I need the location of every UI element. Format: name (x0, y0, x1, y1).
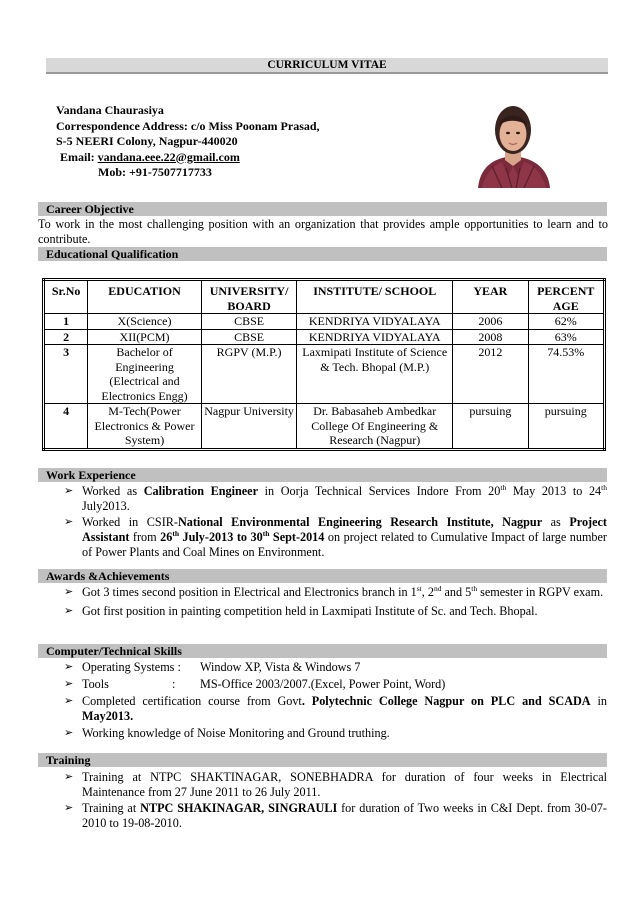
cell: 3 (44, 345, 88, 404)
arrow-bullet-icon: ➢ (64, 802, 74, 814)
cell: 62% (528, 314, 604, 330)
list-item: ➢ Tools : MS-Office 2003/2007.(Excel, Power Point, Word) (64, 677, 446, 691)
cell: Bachelor of Engineering (Electrical and Electronics Engg) (88, 345, 202, 404)
list-item: ➢ Got first position in painting competition held in Laxmipati Institute of Sc. and Tech. Bhopal. (64, 604, 538, 618)
col-education: EDUCATION (88, 280, 202, 314)
arrow-bullet-icon: ➢ (64, 661, 74, 673)
cell: 74.53% (528, 345, 604, 404)
table-row (44, 329, 605, 345)
cell: Nagpur University (201, 404, 297, 450)
cell: XII(PCM) (88, 329, 202, 345)
education-table (42, 278, 606, 451)
list-item: ➢ Got 3 times second position in Electrical and Electronics branch in 1st, 2nd and 5th semester in RGPV exam. (64, 583, 604, 599)
list-item: ➢ Working knowledge of Noise Monitoring and Ground truthing. (64, 726, 390, 740)
address-line-1: Correspondence Address: c/o Miss Poonam Prasad, (56, 118, 320, 133)
cell: M-Tech(Power Electronics & Power System) (88, 404, 202, 450)
page-title: CURRICULUM VITAE (46, 58, 608, 74)
col-percentage: PERCENT AGE (528, 280, 604, 314)
col-srno: Sr.No (44, 280, 88, 314)
cell: 2008 (453, 329, 528, 345)
email-link[interactable]: vandana.eee.22@gmail.com (97, 149, 240, 164)
cell: 2 (44, 329, 88, 345)
cell: KENDRIYA VIDYALAYA (297, 329, 453, 345)
email-line (56, 150, 320, 166)
section-skills: Computer/Technical Skills (38, 644, 607, 658)
cell: KENDRIYA VIDYALAYA (297, 314, 453, 330)
cell: pursuing (453, 404, 528, 450)
section-education: Educational Qualification (38, 247, 607, 261)
skills-list (54, 660, 607, 741)
section-work-experience: Work Experience (38, 468, 607, 482)
cell: 2012 (453, 345, 528, 404)
email-label: Email: (60, 149, 98, 164)
cell: 1 (44, 314, 88, 330)
arrow-bullet-icon: ➢ (64, 771, 74, 783)
cell: X(Science) (88, 314, 202, 330)
awards-list (54, 585, 607, 619)
list-item: ➢ Worked as Calibration Engineer in Oorja Technical Services Indore From 20th May 2013 to 24th July2013. (64, 482, 607, 513)
col-university: UNIVERSITY/ BOARD (201, 280, 297, 314)
list-item: ➢ Completed certification course from Govt. Polytechnic College Nagpur on PLC and SCADA in May2013. (64, 694, 607, 723)
section-training: Training (38, 753, 607, 767)
arrow-bullet-icon: ➢ (64, 485, 74, 497)
list-item: ➢ Training at NTPC SHAKINAGAR, SINGRAULI for duration of Two weeks in C&I Dept. from 30-07-2010 to 19-08-2010. (64, 801, 607, 830)
table-row (44, 345, 605, 404)
section-career-objective: Career Objective (38, 202, 607, 216)
training-list (54, 770, 607, 831)
objective-text: To work in the most challenging position with an organization that provides ample opportunities to learn and to contribute. (38, 217, 608, 246)
cell: 2006 (453, 314, 528, 330)
cell: RGPV (M.P.) (201, 345, 297, 404)
contact-block (56, 103, 320, 181)
col-year: YEAR (453, 280, 528, 314)
table-row (44, 404, 605, 450)
cell: Laxmipati Institute of Science & Tech. Bhopal (M.P.) (297, 345, 453, 404)
arrow-bullet-icon: ➢ (64, 678, 74, 690)
list-item: ➢ Training at NTPC SHAKTINAGAR, SONEBHADRA for duration of four weeks in Electrical Maintenance from 27 June 2011 to 26 July 2011. (64, 770, 607, 799)
arrow-bullet-icon: ➢ (64, 727, 74, 739)
candidate-name: Vandana Chaurasiya (56, 103, 164, 117)
cell: 4 (44, 404, 88, 450)
cell: CBSE (201, 314, 297, 330)
table-header-row (44, 280, 605, 314)
list-item: ➢ Operating Systems : Window XP, Vista & Windows 7 (64, 660, 361, 674)
cell: pursuing (528, 404, 604, 450)
arrow-bullet-icon: ➢ (64, 586, 74, 598)
mobile-line: Mob: +91-7507717733 (98, 165, 212, 179)
work-list (54, 484, 607, 560)
arrow-bullet-icon: ➢ (64, 516, 74, 528)
section-awards: Awards &Achievements (38, 569, 607, 583)
table-row (44, 314, 605, 330)
cell: 63% (528, 329, 604, 345)
address-line-2: S-5 NEERI Colony, Nagpur-440020 (56, 134, 238, 148)
arrow-bullet-icon: ➢ (64, 605, 74, 617)
profile-photo (472, 96, 555, 188)
list-item: ➢ Worked in CSIR-National Environmental Engineering Research Institute, Nagpur as Project Assistant from 26th July-2013 to 30th Sept-2014 on project related to Cumulative Impact of large number of Power Plants and Coal Mines on Environment. (64, 515, 607, 559)
arrow-bullet-icon: ➢ (64, 695, 74, 707)
cell: Dr. Babasaheb Ambedkar College Of Engineering & Research (Nagpur) (297, 404, 453, 450)
col-institute: INSTITUTE/ SCHOOL (297, 280, 453, 314)
cell: CBSE (201, 329, 297, 345)
